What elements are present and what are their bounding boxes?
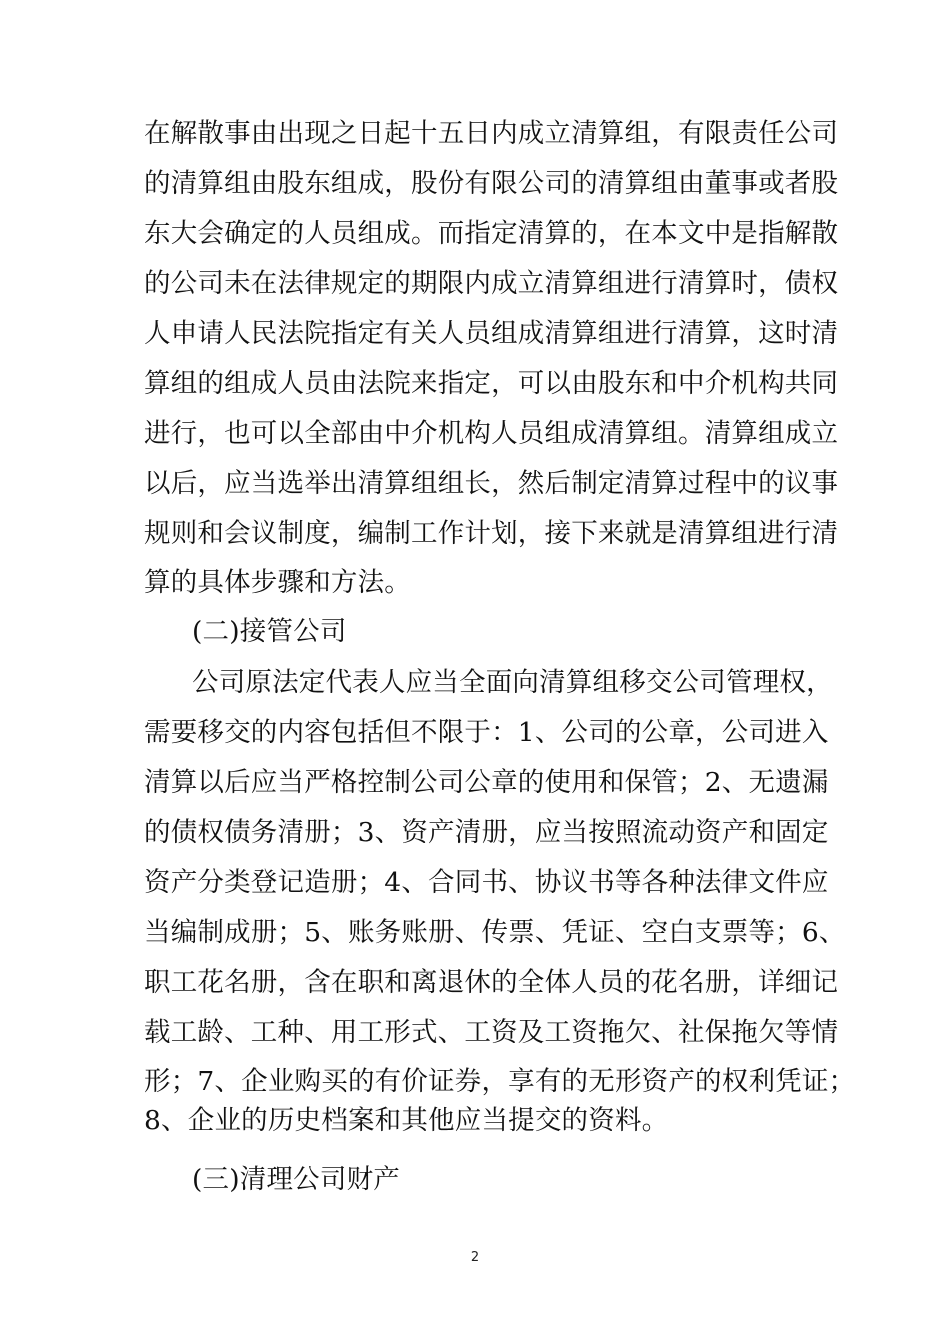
paragraph-line: 在解散事由出现之日起十五日内成立清算组，有限责任公司 bbox=[144, 118, 839, 149]
paragraph-line: 的公司未在法律规定的期限内成立清算组进行清算时，债权 bbox=[144, 268, 839, 299]
page-number: 2 bbox=[470, 1250, 480, 1265]
paragraph-line: 以后，应当选举出清算组组长，然后制定清算过程中的议事 bbox=[144, 468, 839, 499]
paragraph-line: 规则和会议制度，编制工作计划，接下来就是清算组进行清 bbox=[144, 518, 839, 549]
paragraph-line: 东大会确定的人员组成。而指定清算的，在本文中是指解散 bbox=[144, 218, 839, 249]
paragraph-line: 需要移交的内容包括但不限于：1、公司的公章，公司进入 bbox=[144, 717, 829, 748]
paragraph-line: 资产分类登记造册；4、合同书、协议书等各种法律文件应 bbox=[144, 867, 829, 898]
paragraph-line: 当编制成册；5、账务账册、传票、凭证、空白支票等；6、 bbox=[144, 917, 846, 948]
paragraph-line: 人申请人民法院指定有关人员组成清算组进行清算，这时清 bbox=[144, 318, 839, 349]
paragraph-line: 8、企业的历史档案和其他应当提交的资料。 bbox=[144, 1105, 669, 1136]
paragraph-line: 的清算组由股东组成，股份有限公司的清算组由董事或者股 bbox=[144, 168, 839, 199]
paragraph-line: 公司原法定代表人应当全面向清算组移交公司管理权， bbox=[192, 667, 833, 698]
section-heading: (二)接管公司 bbox=[192, 616, 347, 647]
paragraph-line: 清算以后应当严格控制公司公章的使用和保管；2、无遗漏 bbox=[144, 767, 829, 798]
paragraph-line: 形；7、企业购买的有价证券，享有的无形资产的权利凭证； bbox=[144, 1066, 856, 1097]
paragraph-line: 载工龄、工种、用工形式、工资及工资拖欠、社保拖欠等情 bbox=[144, 1017, 839, 1048]
paragraph-line: 进行，也可以全部由中介机构人员组成清算组。清算组成立 bbox=[144, 418, 839, 449]
paragraph-line: 算组的组成人员由法院来指定，可以由股东和中介机构共同 bbox=[144, 368, 839, 399]
section-heading: (三)清理公司财产 bbox=[192, 1164, 400, 1195]
paragraph-line: 的债权债务清册；3、资产清册，应当按照流动资产和固定 bbox=[144, 817, 829, 848]
paragraph-line: 职工花名册，含在职和离退休的全体人员的花名册，详细记 bbox=[144, 967, 839, 998]
paragraph-line: 算的具体步骤和方法。 bbox=[144, 567, 411, 598]
